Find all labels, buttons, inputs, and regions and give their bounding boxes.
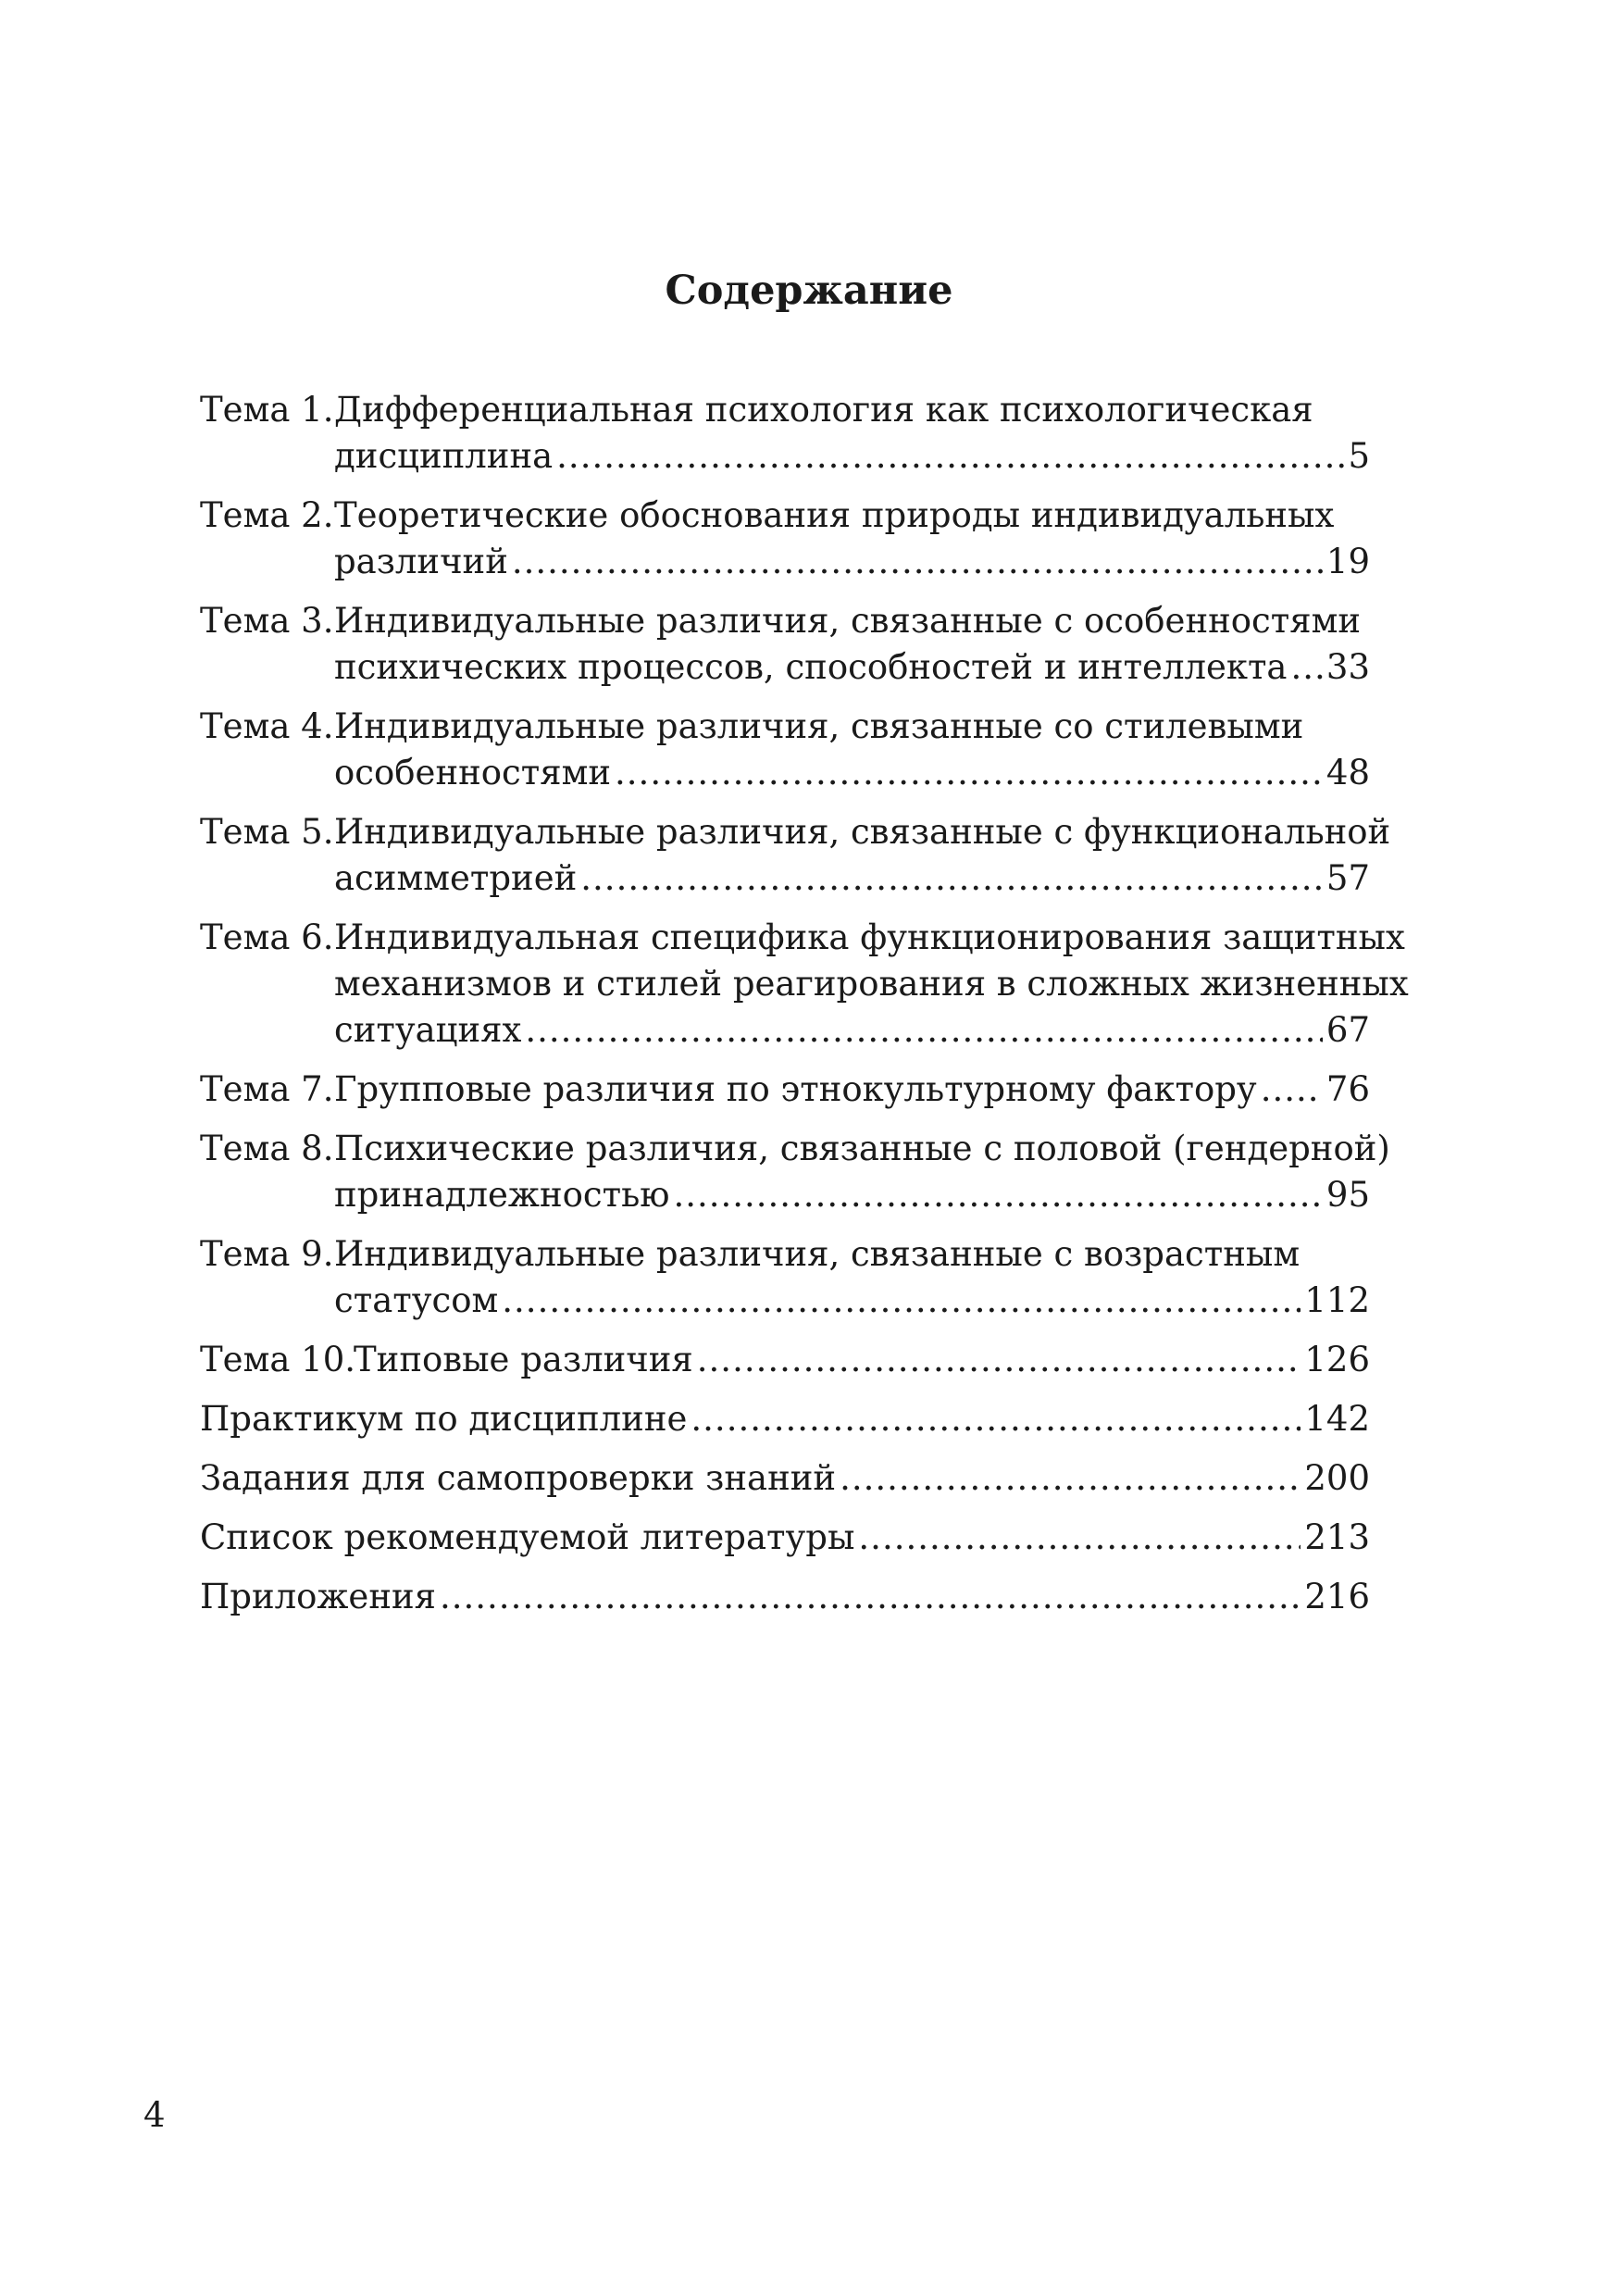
toc-leader-dots [556,433,1344,480]
toc-leader-dots [840,1455,1301,1502]
toc-entry [200,1126,1390,1218]
toc-entry [200,493,1370,585]
toc-entry [200,915,1409,1054]
toc-entry-line [200,750,1370,796]
toc-entry [200,1337,1370,1383]
toc-entry-text: Практикум по дисциплине [200,1399,688,1439]
toc-leader-dots [580,855,1323,902]
toc-leader-dots [858,1515,1301,1561]
toc-entry-line [200,539,1370,585]
toc-page-number: 216 [1304,1577,1370,1616]
toc-entry [200,387,1370,480]
toc-entry-prefix: Тема 6. [200,917,334,957]
toc-page-number: 67 [1326,1010,1370,1050]
toc-entry-text: Индивидуальные различия, связанные с функциональной [334,812,1391,852]
toc-entry-text: Индивидуальные различия, связанные с возрастным [334,1234,1301,1274]
toc-entry [200,1067,1370,1113]
toc-page-number: 57 [1326,858,1370,898]
toc-leader-dots [615,750,1323,796]
toc-entry-line [200,387,1370,433]
toc-entry-prefix: Тема 2. [200,495,334,535]
page-title: Содержание [665,268,953,314]
toc-entry-line [200,809,1391,855]
toc-page-number: 95 [1326,1175,1370,1215]
toc-leader-dots [691,1396,1301,1442]
toc-leader-dots [1291,644,1323,691]
toc-leader-dots [502,1278,1301,1324]
toc-entry-prefix: Тема 9. [200,1234,334,1274]
toc-entry-text: особенностями [334,753,612,792]
toc-leader-dots [440,1574,1301,1620]
toc-entry-line [200,1396,1370,1442]
toc-entry-line [200,855,1370,902]
toc-leader-dots [512,539,1323,585]
toc-entry-line [200,493,1370,539]
toc-entry-text: статусом [334,1280,499,1320]
toc-entry-text: Список рекомендуемой литературы [200,1517,855,1557]
toc-entry-line [200,1574,1370,1620]
toc-entry-line [200,1067,1370,1113]
toc-entry-line [200,1455,1370,1502]
toc-entry-line [200,433,1370,480]
toc-entry-line [200,1007,1370,1054]
toc-page-number: 200 [1304,1458,1370,1498]
toc-entry [200,598,1370,691]
toc-leader-dots [525,1007,1323,1054]
toc-entry-text: различий [334,542,508,581]
toc-page-number: 48 [1326,753,1370,792]
toc-entry-prefix: Тема 3. [200,601,334,641]
toc-entry-text: Психические различия, связанные с половой (гендерной) [334,1129,1390,1168]
toc-entry-text: Типовые различия [354,1340,693,1379]
toc-entry-prefix: Тема 1. [200,390,334,430]
toc-entry-prefix: Тема 5. [200,812,334,852]
toc-entry-text: Групповые различия по этнокультурному фактору [334,1069,1257,1109]
toc-entry-text: Теоретические обоснования природы индивидуальных [334,495,1335,535]
toc-entry-text: принадлежностью [334,1175,670,1215]
toc-entry-text: Приложения [200,1577,436,1616]
toc-page-number: 33 [1326,647,1370,687]
toc-entry-line [200,704,1370,750]
toc-entry-prefix: Тема 8. [200,1129,334,1168]
toc-entry-line [200,1126,1390,1172]
toc-page-number: 142 [1304,1399,1370,1439]
page-number: 4 [143,2095,166,2135]
toc-entry-text: Задания для самопроверки знаний [200,1458,837,1498]
toc-entry-prefix: Тема 10. [200,1340,356,1379]
toc-leader-dots [673,1172,1322,1218]
toc-entry [200,1515,1370,1561]
toc-entry-prefix: Тема 7. [200,1069,334,1109]
toc-page-number: 5 [1348,436,1370,476]
toc-entry-line [200,915,1405,961]
toc-entry [200,704,1370,796]
toc-leader-dots [697,1337,1301,1383]
toc-entry-text: Индивидуальные различия, связанные с особенностями [334,601,1362,641]
toc-entry-line [200,644,1370,691]
toc-entry-line [200,1278,1370,1324]
toc-page-number: 112 [1304,1280,1370,1320]
toc-page-number: 76 [1326,1069,1370,1109]
toc-entry [200,1455,1370,1502]
toc-entry-line [200,1231,1370,1278]
toc-entry-line [200,1515,1370,1561]
toc-entry-line [200,598,1370,644]
toc-entry [200,1231,1370,1324]
toc-entry [200,1574,1370,1620]
toc-entry-text: асимметрией [334,858,578,898]
toc-entry-line [200,1172,1370,1218]
toc-entry-prefix: Тема 4. [200,706,334,746]
toc-entry-text: механизмов и стилей реагирования в сложных жизненных [334,964,1409,1004]
toc-page-number: 19 [1326,542,1370,581]
toc-entry-text: психических процессов, способностей и интеллекта [334,647,1288,687]
table-of-contents [200,387,1409,1633]
toc-page-number: 213 [1304,1517,1370,1557]
toc-entry [200,1396,1370,1442]
toc-entry [200,809,1391,902]
toc-entry-text: Индивидуальная специфика функционирования защитных [334,917,1405,957]
toc-entry-line [200,961,1409,1007]
toc-entry-line [200,1337,1370,1383]
toc-entry-text: Индивидуальные различия, связанные со стилевыми [334,706,1304,746]
toc-entry-text: ситуациях [334,1010,522,1050]
toc-entry-text: Дифференциальная психология как психологическая [334,390,1313,430]
toc-leader-dots [1261,1067,1323,1113]
toc-entry-text: дисциплина [334,436,554,476]
toc-page-number: 126 [1304,1340,1370,1379]
